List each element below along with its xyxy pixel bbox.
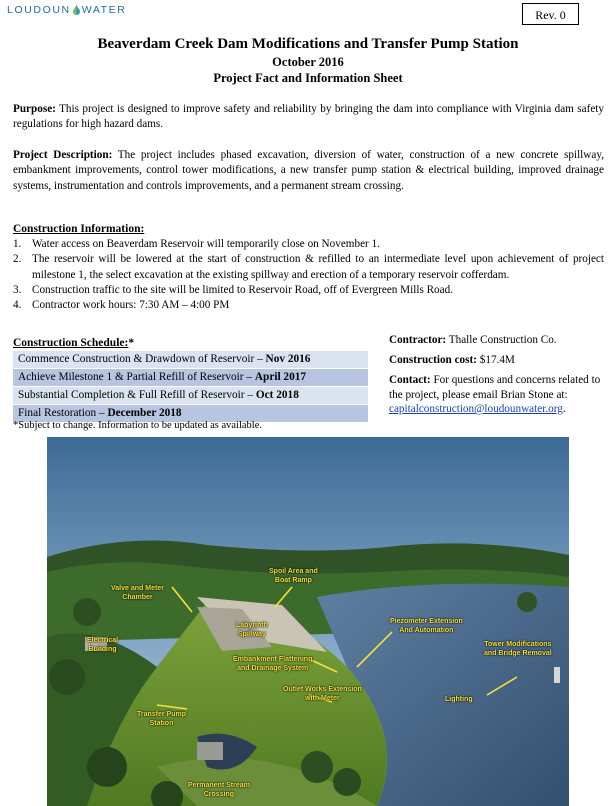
cost-label: Construction cost:	[389, 354, 477, 366]
contact-text: For questions and concerns related to the project, please email Brian Stone at:	[389, 374, 601, 401]
photo-label: Transfer Pump Station	[137, 711, 187, 727]
contractor-line	[389, 333, 614, 348]
description-label: Project Description:	[13, 149, 113, 161]
purpose-text: This project is designed to improve safety and reliability by bringing the dam into compliance with Virginia dam safety regulations for high hazard dams.	[13, 103, 604, 131]
loudoun-water-logo	[7, 4, 126, 18]
photo-label: Electrical Building	[87, 637, 119, 653]
document-date: October 2016	[272, 55, 344, 69]
photo-label: Spoil Area and Boat Ramp	[269, 568, 318, 584]
contact-label: Contact:	[389, 374, 431, 386]
purpose-label: Purpose:	[13, 103, 56, 115]
water-drop-icon	[73, 4, 80, 18]
list-item-text: The reservoir will be lowered at the start of construction & refilled to an intermediate level upon achievement of project milestone 1, the select excavation at the existing spillway and erection of a temporary reservoir cofferdam.	[32, 253, 604, 281]
list-number: 1.	[13, 238, 22, 250]
schedule-row-date: April 2017	[254, 371, 307, 383]
photo-label: Permanent Stream Crossing	[188, 782, 250, 798]
schedule-footnote: *Subject to change. Information to be updated as available.	[13, 420, 263, 431]
list-item-text: Contractor work hours: 7:30 AM – 4:00 PM	[32, 299, 230, 312]
purpose-paragraph	[13, 102, 604, 133]
list-item-text: Water access on Beaverdam Reservoir will temporarily close on November 1.	[32, 238, 380, 250]
contact-period: .	[562, 403, 566, 415]
schedule-heading	[13, 337, 134, 349]
revision-box: Rev. 0	[522, 3, 579, 25]
schedule-row-date: Nov 2016	[265, 353, 311, 365]
schedule-row-label: Final Restoration –	[18, 407, 108, 419]
schedule-row-label: Substantial Completion & Full Refill of Reservoir –	[18, 389, 256, 401]
list-number: 4.	[13, 299, 22, 312]
document-title: Beaverdam Creek Dam Modifications and Transfer Pump Station	[97, 36, 519, 52]
project-rendering-image	[47, 437, 569, 806]
photo-label: Piezometer Extension And Automation	[390, 618, 463, 634]
schedule-row	[13, 387, 368, 405]
description-paragraph	[13, 148, 604, 194]
photo-label: Outlet Works Extension with Meter	[283, 686, 362, 702]
contractor-value: Thalle Construction Co.	[448, 334, 557, 346]
list-item	[13, 252, 604, 283]
cost-value: $17.4M	[479, 354, 515, 366]
contact-email-link[interactable]: capitalconstruction@loudounwater.org	[389, 403, 563, 415]
schedule-asterisk: *	[128, 337, 135, 349]
construction-info-heading: Construction Information:	[13, 223, 145, 235]
construction-info-list	[13, 237, 604, 313]
schedule-row-date: Oct 2018	[255, 389, 299, 401]
photo-label: Labyrinth Spillway	[236, 622, 268, 638]
cost-line	[389, 353, 614, 368]
list-number: 2.	[13, 253, 22, 266]
list-item	[13, 237, 604, 252]
list-item-text: Construction traffic to the site will be limited to Reservoir Road, off of Evergreen Mills Road.	[32, 283, 454, 296]
schedule-row-date: December 2018	[107, 407, 182, 419]
list-item	[13, 283, 604, 298]
schedule-table	[13, 351, 368, 423]
list-item	[13, 298, 604, 313]
logo-text-right: WATER	[81, 4, 127, 16]
contact-block	[389, 373, 609, 417]
photo-label: Embankment Flattening and Drainage System	[233, 656, 313, 672]
photo-label: Lighting	[445, 696, 473, 703]
schedule-row-label: Achieve Milestone 1 & Partial Refill of Reservoir –	[18, 371, 255, 383]
description-text: The project includes phased excavation, diversion of water, construction of a new concrete spillway, embankment improvements, control tower modifications, a new transfer pump station & electrical building, improved drainage systems, instrumentation and controls improvements, and a permanent stream crossing.	[13, 149, 604, 192]
photo-label: Tower Modifications and Bridge Removal	[484, 641, 552, 657]
logo-text-left: LOUDOUN	[7, 4, 71, 16]
contractor-label: Contractor:	[389, 334, 447, 346]
photo-label: Valve and Meter Chamber	[111, 585, 164, 601]
dam-site-rendering	[47, 437, 569, 806]
schedule-row-label: Commence Construction & Drawdown of Reservoir –	[18, 353, 266, 365]
schedule-row	[13, 351, 368, 369]
list-number: 3.	[13, 283, 22, 296]
document-subtitle: Project Fact and Information Sheet	[213, 71, 403, 85]
schedule-heading-text: Construction Schedule:	[13, 337, 129, 349]
schedule-row	[13, 369, 368, 387]
